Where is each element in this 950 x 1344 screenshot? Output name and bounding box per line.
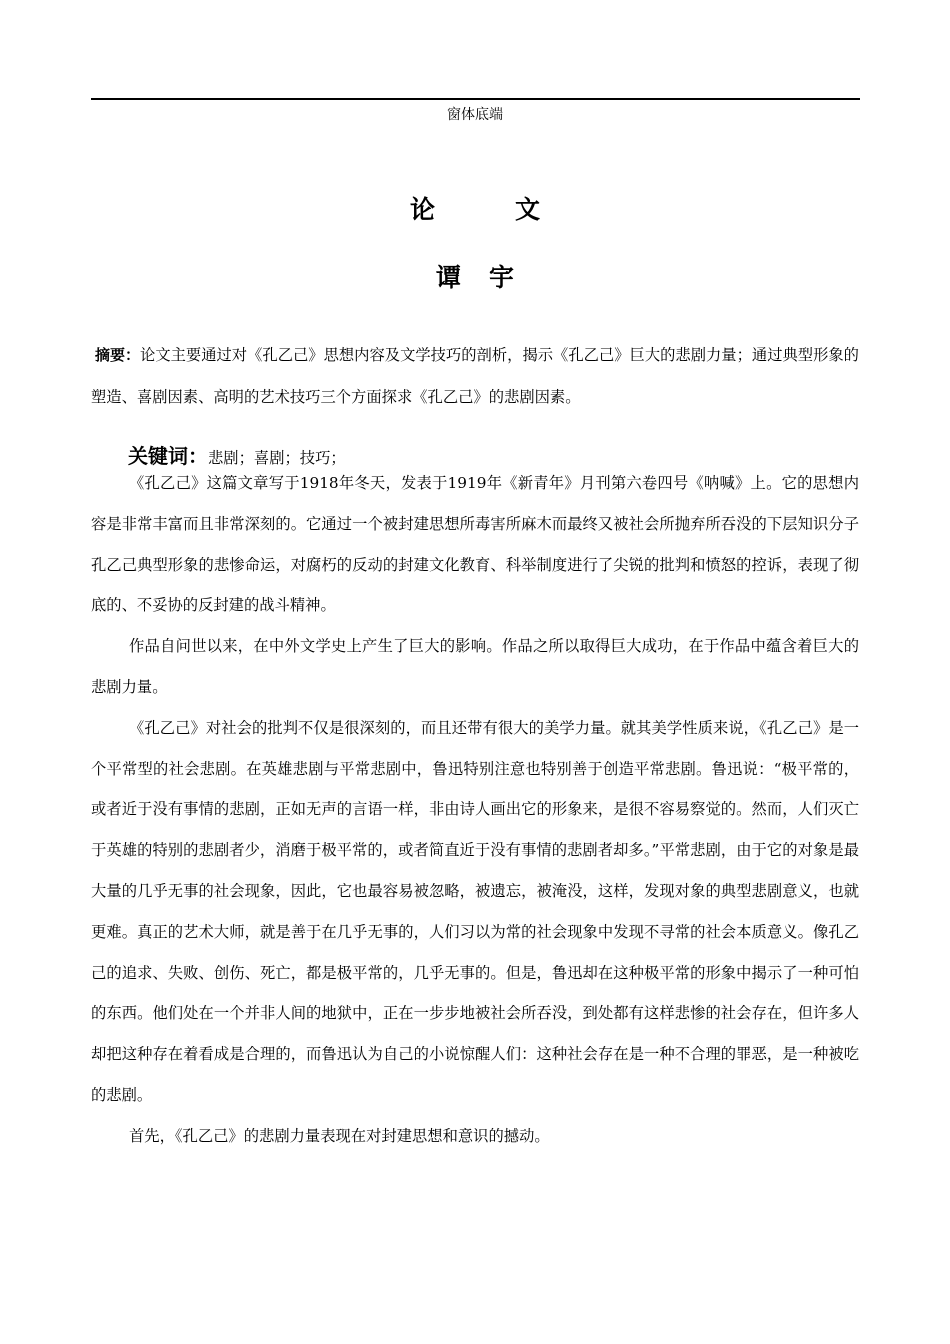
paper-title (0, 194, 950, 226)
paragraph: 首先，《孔乙己》的悲剧力量表现在对封建思想和意识的撼动。 (129, 1126, 550, 1145)
abstract (91, 334, 859, 418)
abstract-label: 摘要： (95, 346, 141, 364)
keywords-text: 悲剧；喜剧；技巧； (208, 449, 346, 467)
paper-title-part2: 文 (515, 195, 541, 224)
paper-title-part1: 论 (409, 195, 435, 224)
paragraph: 作品自问世以来，在中外文学史上产生了巨大的影响。作品之所以取得巨大成功，在于作品中蕴含着巨大的悲剧力量。 (91, 637, 859, 696)
form-end-label: 窗体底端 (447, 107, 503, 123)
paragraph: 《孔乙己》对社会的批判不仅是很深刻的，而且还带有很大的美学力量。就其美学性质来说，《孔乙己》是一个平常型的社会悲剧。在英雄悲剧与平常悲剧中，鲁迅特别注意也特别善于创造平常悲剧。鲁迅说：“极平常的，或者近于没有事情的悲剧，正如无声的言语一样，非由诗人画出它的形象来，是很不容易察觉的。然而，人们灭亡于英雄的特别的悲剧者少，消磨于极平常的，或者简直近于没有事情的悲剧者却多。”平常悲剧，由于它的对象是最大量的几乎无事的社会现象，因此，它也最容易被忽略，被遗忘，被淹没，这样，发现对象的典型悲剧意义，也就更难。真正的艺术大师，就是善于在几乎无事的，人们习以为常的社会现象中发现不寻常的社会本质意义。像孔乙己的追求、失败、创伤、死亡，都是极平常的，几乎无事的。但是，鲁迅却在这种极平常的形象中揭示了一种可怕的东西。他们处在一个并非人间的地狱中，正在一步步地被社会所吞没，到处都有这样悲惨的社会存在，但许多人却把这种存在着看成是合理的，而鲁迅认为自己的小说惊醒人们：这种社会存在是一种不合理的罪恶，是一种被吃的悲剧。 (91, 718, 859, 1104)
paragraph: 《孔乙己》这篇文章写于1918年冬天，发表于1919年《新青年》月刊第六卷四号《呐喊》上。它的思想内容是非常丰富而且非常深刻的。它通过一个被封建思想所毒害所麻木而最终又被社会所抛弃所吞没的下层知识分子孔乙己典型形象的悲惨命运，对腐朽的反动的封建文化教育、科举制度进行了尖锐的批判和愤怒的控诉，表现了彻底的、不妥协的反封建的战斗精神。 (91, 474, 859, 615)
body-text (91, 463, 859, 1157)
author-name (0, 262, 950, 294)
author-name-part2: 宇 (489, 263, 515, 292)
top-divider (91, 98, 860, 100)
author-name-part1: 谭 (435, 263, 461, 292)
abstract-text: 论文主要通过对《孔乙己》思想内容及文学技巧的剖析，揭示《孔乙己》巨大的悲剧力量；通过典型形象的塑造、喜剧因素、高明的艺术技巧三个方面探求《孔乙己》的悲剧因素。 (91, 346, 859, 406)
keywords-label: 关键词： (128, 444, 208, 468)
